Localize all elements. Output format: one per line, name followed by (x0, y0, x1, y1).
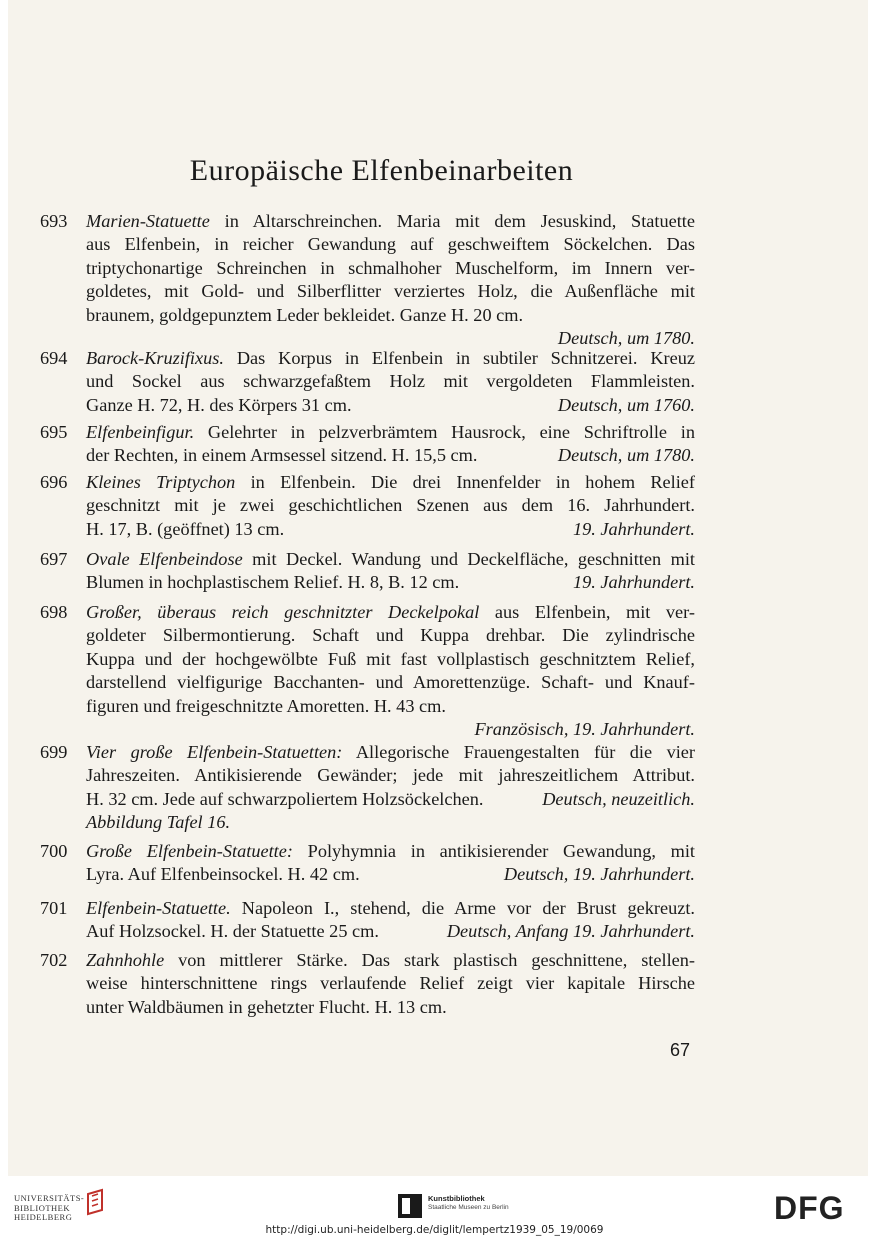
entry-text: Polyhymnia in antikisierender Gewandung, mit (292, 841, 695, 861)
entry-number: 695 (40, 422, 68, 442)
entry-text: H. 32 cm. Jede auf schwarzpoliertem Holzsöckelchen. (86, 788, 484, 809)
entry-attribution: 19. Jahrhundert. (572, 518, 695, 539)
entry-attribution: Deutsch, neuzeitlich. (542, 788, 695, 809)
catalog-entry (40, 421, 695, 468)
entry-text: triptychonartige Schreinchen in schmalhoher Muschelform, im Innern ver- (86, 257, 695, 278)
item-title: Große Elfenbein-Statuette: (86, 841, 293, 861)
entry-text: figuren und freigeschnitzte Amoretten. H. 43 cm. (86, 695, 446, 716)
entry-line (40, 863, 695, 886)
entry-text: geschnitzt mit je zwei geschichtlichen Szenen aus dem 16. Jahrhundert. (86, 495, 695, 516)
uni-line: HEIDELBERG (14, 1212, 73, 1222)
entry-line (40, 624, 695, 647)
entry-text: goldeter Silbermontierung. Schaft und Kuppa drehbar. Die zylindrische (86, 625, 695, 646)
entry-number: 700 (40, 841, 68, 861)
entry-line (40, 788, 695, 811)
entry-attribution: Deutsch, um 1760. (557, 394, 695, 415)
entry-number: 698 (40, 602, 68, 622)
scanned-page (8, 0, 868, 1176)
entry-text: Jahreszeiten. Antikisierende Gewänder; jede mit jahreszeitlichem Attribut. (86, 765, 695, 786)
catalog-entry (40, 949, 695, 1019)
entry-line (40, 996, 695, 1019)
entry-line (40, 394, 695, 417)
entry-line (40, 897, 695, 920)
uni-emblem-icon (84, 1188, 106, 1218)
entry-number: 696 (40, 472, 68, 492)
entry-line (40, 233, 695, 256)
catalog-entry (40, 601, 695, 741)
item-title: Kleines Triptychon (86, 472, 236, 492)
entry-line (40, 571, 695, 594)
entry-text: Allegorische Frauengestalten für die vier (342, 742, 695, 762)
entry-text: H. 17, B. (geöffnet) 13 cm. (86, 518, 285, 539)
entry-text: mit Deckel. Wandung und Deckelfläche, geschnitten mit (242, 549, 695, 569)
item-title: Elfenbeinfigur. (86, 422, 195, 442)
kunstbibliothek-icon (398, 1194, 422, 1218)
entry-line (40, 695, 695, 718)
item-title: Marien-Statuette (86, 211, 210, 231)
entry-text: aus Elfenbein, mit ver- (479, 602, 695, 622)
entry-line (40, 494, 695, 517)
entry-text: goldetes, mit Gold- und Silberflitter verziertes Holz, die Außenfläche mit (86, 281, 695, 302)
entry-line (40, 811, 695, 834)
entry-text: der Rechten, in einem Armsessel sitzend. H. 15,5 cm. (86, 445, 478, 466)
entry-text: Lyra. Auf Elfenbeinsockel. H. 42 cm. (86, 864, 360, 885)
item-title: Zahnhohle (86, 950, 165, 970)
catalog-entry (40, 741, 695, 835)
entry-line (40, 920, 695, 943)
entry-line (40, 471, 695, 494)
entry-attribution: Deutsch, 19. Jahrhundert. (503, 864, 695, 885)
entry-number: 699 (40, 742, 68, 762)
entry-line (40, 257, 695, 280)
item-title: Großer, überaus reich geschnitzter Deckelpokal (86, 602, 480, 622)
entry-number: 697 (40, 549, 68, 569)
entry-number: 694 (40, 348, 68, 368)
entry-text: braunem, goldgepunztem Leder bekleidet. Ganze H. 20 cm. (86, 304, 524, 325)
entry-line (40, 210, 695, 233)
item-title: Barock-Kruzifixus. (86, 348, 224, 368)
entry-text: unter Waldbäumen in gehetzter Flucht. H. 13 cm. (86, 996, 447, 1017)
item-title: Vier große Elfenbein-Statuetten: (86, 742, 343, 762)
entry-text: Auf Holzsockel. H. der Statuette 25 cm. (86, 921, 379, 942)
entry-line (40, 648, 695, 671)
entry-attribution: Französisch, 19. Jahrhundert. (474, 718, 695, 739)
catalog-entry (40, 347, 695, 417)
entry-line (40, 548, 695, 571)
footer-bar (0, 1176, 869, 1241)
catalog-entry (40, 548, 695, 595)
entry-text: Ganze H. 72, H. des Körpers 31 cm. (86, 394, 352, 415)
item-title: Ovale Elfenbeindose (86, 549, 243, 569)
entry-text: und Sockel aus schwarzgefaßtem Holz mit vergoldeten Flammleisten. (86, 371, 695, 392)
entry-number: 693 (40, 211, 68, 231)
entry-text: Das Korpus in Elfenbein in subtiler Schnitzerei. Kreuz (223, 348, 695, 368)
entry-line (40, 764, 695, 787)
entry-text: Napoleon I., stehend, die Arme vor der Brust gekreuzt. (230, 898, 695, 918)
entry-text: darstellend vielfigurige Bacchanten- und Amorettenzüge. Schaft- und Knauf- (86, 672, 695, 693)
uni-line: BIBLIOTHEK (14, 1202, 70, 1213)
entry-line (40, 280, 695, 303)
catalog-entry (40, 840, 695, 887)
uni-line: UNIVERSITÄTS- (14, 1193, 85, 1203)
entry-text: weise hinterschnittene rings verlaufende Relief zeigt vier kapitale Hirsche (86, 973, 695, 994)
entry-line (40, 840, 695, 863)
entry-line (40, 421, 695, 444)
catalog-entry (40, 471, 695, 541)
entry-text: Blumen in hochplastischem Relief. H. 8, B. 12 cm. (86, 572, 460, 593)
entry-text: in Altarschreinchen. Maria mit dem Jesuskind, Statuette (209, 211, 695, 231)
page-number: 67 (670, 1040, 691, 1060)
entry-number: 701 (40, 898, 68, 918)
entry-line (40, 518, 695, 541)
dfg-logo[interactable]: DFG (774, 1190, 845, 1226)
university-library-logo[interactable] (14, 1194, 84, 1223)
kb-subtitle: Staatliche Museen zu Berlin (428, 1204, 509, 1211)
item-title: Elfenbein-Statuette. (86, 898, 231, 918)
entry-line (40, 601, 695, 624)
item-title: Abbildung Tafel 16. (86, 812, 231, 833)
entry-attribution: Deutsch, um 1780. (557, 327, 695, 348)
kb-title: Kunstbibliothek (428, 1194, 485, 1203)
entry-attribution: Deutsch, um 1780. (557, 445, 695, 466)
entry-text: aus Elfenbein, in reicher Gewandung auf geschweiftem Söckelchen. Das (86, 234, 695, 255)
source-url[interactable]: http://digi.ub.uni-heidelberg.de/diglit/lempertz1939_05_19/0069 (265, 1224, 604, 1236)
entry-line (40, 972, 695, 995)
entry-attribution: Deutsch, Anfang 19. Jahrhundert. (446, 921, 695, 942)
entry-number: 702 (40, 950, 68, 970)
entry-text: in Elfenbein. Die drei Innenfelder in hohem Relief (235, 472, 695, 492)
entry-text: Kuppa und der hochgewölbte Fuß mit fast vollplastisch geschnitztem Relief, (86, 648, 695, 669)
entry-attribution: 19. Jahrhundert. (572, 572, 695, 593)
catalog-entry (40, 897, 695, 944)
catalog-entry (40, 210, 695, 350)
entry-text: von mittlerer Stärke. Das stark plastisch geschnittene, stellen- (164, 950, 695, 970)
entry-text: Gelehrter in pelzverbrämtem Hausrock, eine Schriftrolle in (194, 422, 695, 442)
entry-line (40, 949, 695, 972)
entry-line (40, 347, 695, 370)
entry-line (40, 304, 695, 327)
entry-line (40, 741, 695, 764)
entry-line (40, 444, 695, 467)
page-title: Europäische Elfenbeinarbeiten (189, 154, 574, 187)
entry-line (40, 671, 695, 694)
entry-line (40, 370, 695, 393)
